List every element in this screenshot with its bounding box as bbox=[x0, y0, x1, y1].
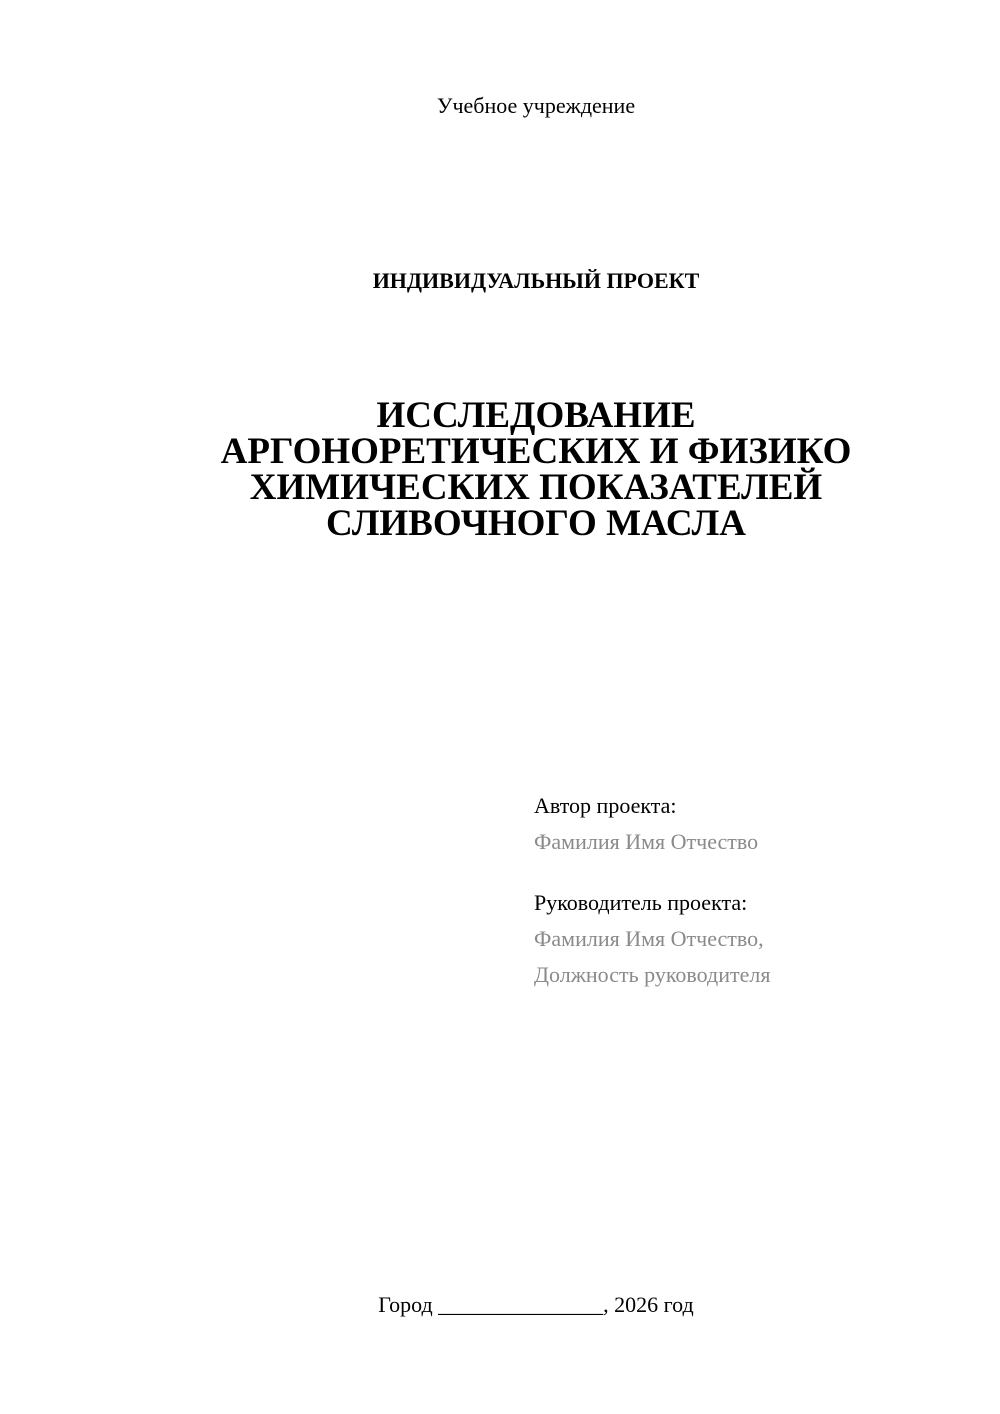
institution-name: Учебное учреждение bbox=[436, 93, 636, 118]
credits-block bbox=[534, 788, 974, 993]
author-label: Автор проекта: bbox=[534, 793, 677, 818]
project-title-line: ИССЛЕДОВАНИЕ bbox=[376, 395, 696, 436]
project-title-line: СЛИВОЧНОГО МАСЛА bbox=[326, 503, 746, 544]
supervisor-position: Должность руководителя bbox=[534, 962, 771, 987]
supervisor-label: Руководитель проекта: bbox=[534, 890, 748, 915]
author-section bbox=[534, 788, 974, 860]
supervisor-section bbox=[534, 885, 974, 993]
project-title-line: АРГОНОРЕТИЧЕСКИХ И ФИЗИКО bbox=[220, 431, 852, 472]
supervisor-name: Фамилия Имя Отчество, bbox=[534, 926, 764, 951]
project-title-line: ХИМИЧЕСКИХ ПОКАЗАТЕЛЕЙ bbox=[249, 467, 823, 508]
project-title bbox=[0, 395, 1000, 544]
project-type-heading: ИНДИВИДУАЛЬНЫЙ ПРОЕКТ bbox=[372, 268, 700, 293]
city-year-footer: Город _______________, 2026 год bbox=[378, 1292, 694, 1317]
author-name: Фамилия Имя Отчество bbox=[534, 829, 759, 854]
